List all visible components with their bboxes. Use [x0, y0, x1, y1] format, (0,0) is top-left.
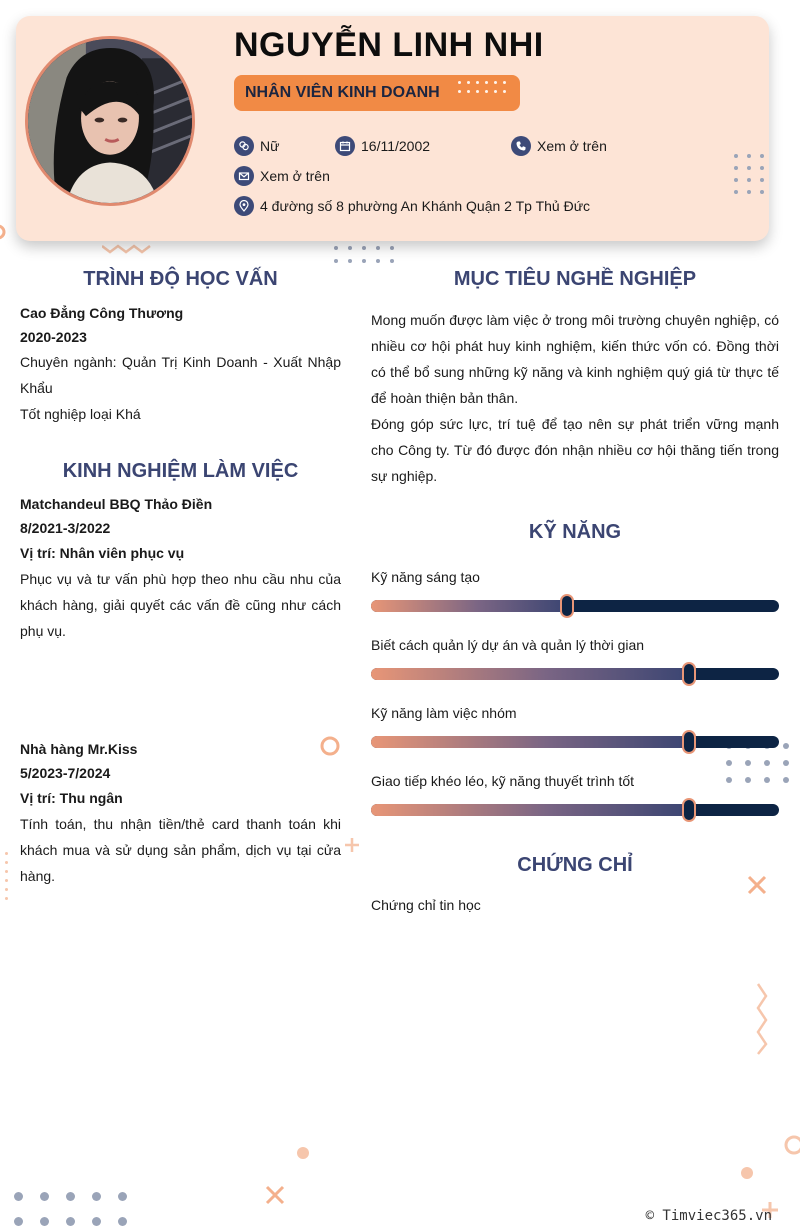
skill-bar [371, 804, 779, 816]
education-school: Cao Đẳng Công Thương [20, 305, 184, 321]
decor-dots-bottom-left [14, 1192, 144, 1226]
skill-bar-fill [371, 600, 567, 612]
objective-paragraph-2: Đóng góp sức lực, trí tuệ để tạo nên sự phát triển vững mạnh cho Công ty. Từ đó được đón nhận nhiều cơ hội thăng tiến trong sự nghiệp. [371, 416, 779, 484]
job-description: Tính toán, thu nhận tiền/thẻ card thanh toán khi khách mua và sử dụng sản phẩm, dịch vụ tại cửa hàng. [20, 816, 341, 884]
email-icon [234, 166, 254, 186]
role-title: NHÂN VIÊN KINH DOANH [245, 84, 440, 101]
decor-x-bottom [264, 1184, 286, 1206]
calendar-icon [335, 136, 355, 156]
decor-zigzag-right [754, 982, 770, 1056]
job-period: 5/2023-7/2024 [20, 765, 111, 781]
phone-icon [511, 136, 531, 156]
address-value: 4 đường số 8 phường An Khánh Quận 2 Tp Thủ Đức [260, 198, 591, 214]
gender-icon [234, 136, 254, 156]
decor-ring-bottom-right [780, 1132, 800, 1158]
birthday-value: 16/11/2002 [361, 138, 431, 154]
decor-dots-right [726, 743, 800, 783]
skill-bar-fill [371, 736, 689, 748]
education-period: 2020-2023 [20, 329, 87, 345]
info-birthday [335, 136, 430, 156]
copyright-footer: © Timviec365.vn [645, 1208, 772, 1224]
skill-bar-knob [682, 798, 696, 822]
decor-role-dots [458, 81, 512, 93]
job-company: Matchandeul BBQ Thảo Điền [20, 496, 213, 512]
decor-dots-left-column [5, 852, 9, 900]
job-period: 8/2021-3/2022 [20, 520, 111, 536]
skill-bar-knob [682, 730, 696, 754]
skill-bar-fill [371, 668, 689, 680]
avatar [25, 36, 195, 206]
phone-value: Xem ở trên [537, 138, 607, 154]
job-position: Vị trí: Nhân viên phục vụ [20, 545, 185, 561]
skill-bar [371, 736, 779, 748]
skill-label: Kỹ năng sáng tạo [371, 569, 480, 585]
info-phone [511, 136, 607, 156]
objective-title: MỤC TIÊU NGHỀ NGHIỆP [453, 268, 697, 290]
job-description: Phục vụ và tư vấn phù hợp theo nhu cầu nhu của khách hàng, giải quyết các vấn đề cũng như cách phụ vụ. [20, 571, 341, 639]
skill-label: Biết cách quản lý dự án và quản lý thời gian [371, 637, 645, 653]
objective-paragraph-1: Mong muốn được làm việc ở trong môi trường chuyên nghiệp, có nhiều cơ hội phát huy kinh nghiệm, kiến thức vốn có. Đồng thời có thể bổ sung những kỹ năng và kinh nghiệm quý giá từ thực tế để hoàn thiện bản thân. [371, 312, 779, 406]
decor-dot-bottom-a [296, 1146, 310, 1160]
info-gender [234, 136, 279, 156]
skill-bar-knob [682, 662, 696, 686]
skill-label: Kỹ năng làm việc nhóm [371, 705, 517, 721]
skill-bar [371, 668, 779, 680]
decor-dots-header-right [734, 154, 773, 194]
skill-bar-fill [371, 804, 689, 816]
role-badge [234, 75, 520, 111]
info-address [234, 196, 590, 216]
certificate-item: Chứng chỉ tin học [371, 897, 481, 913]
skill-label: Giao tiếp khéo léo, kỹ năng thuyết trình tốt [371, 773, 635, 789]
decor-dot-bottom-b [740, 1166, 754, 1180]
skills-title: KỸ NĂNG [528, 521, 622, 543]
education-grade: Tốt nghiệp loại Khá [20, 406, 141, 422]
candidate-name: NGUYỄN LINH NHI [234, 26, 544, 64]
education-major: Chuyên ngành: Quản Trị Kinh Doanh - Xuất Nhập Khẩu [20, 354, 341, 396]
job-company: Nhà hàng Mr.Kiss [20, 741, 138, 757]
info-email [234, 166, 330, 186]
decor-zigzag-top [102, 244, 152, 256]
decor-plus-middle [343, 836, 361, 854]
education-title: TRÌNH ĐỘ HỌC VẤN [83, 268, 278, 290]
location-pin-icon [234, 196, 254, 216]
decor-ring-left [0, 222, 12, 242]
certificates-title: CHỨNG CHỈ [517, 854, 633, 876]
skill-bar-knob [560, 594, 574, 618]
skill-bar [371, 600, 779, 612]
avatar-photo [28, 39, 192, 203]
email-value: Xem ở trên [260, 168, 330, 184]
experience-title: KINH NGHIỆM LÀM VIỆC [62, 460, 299, 482]
job-position: Vị trí: Thu ngân [20, 790, 123, 806]
gender-value: Nữ [260, 138, 280, 154]
